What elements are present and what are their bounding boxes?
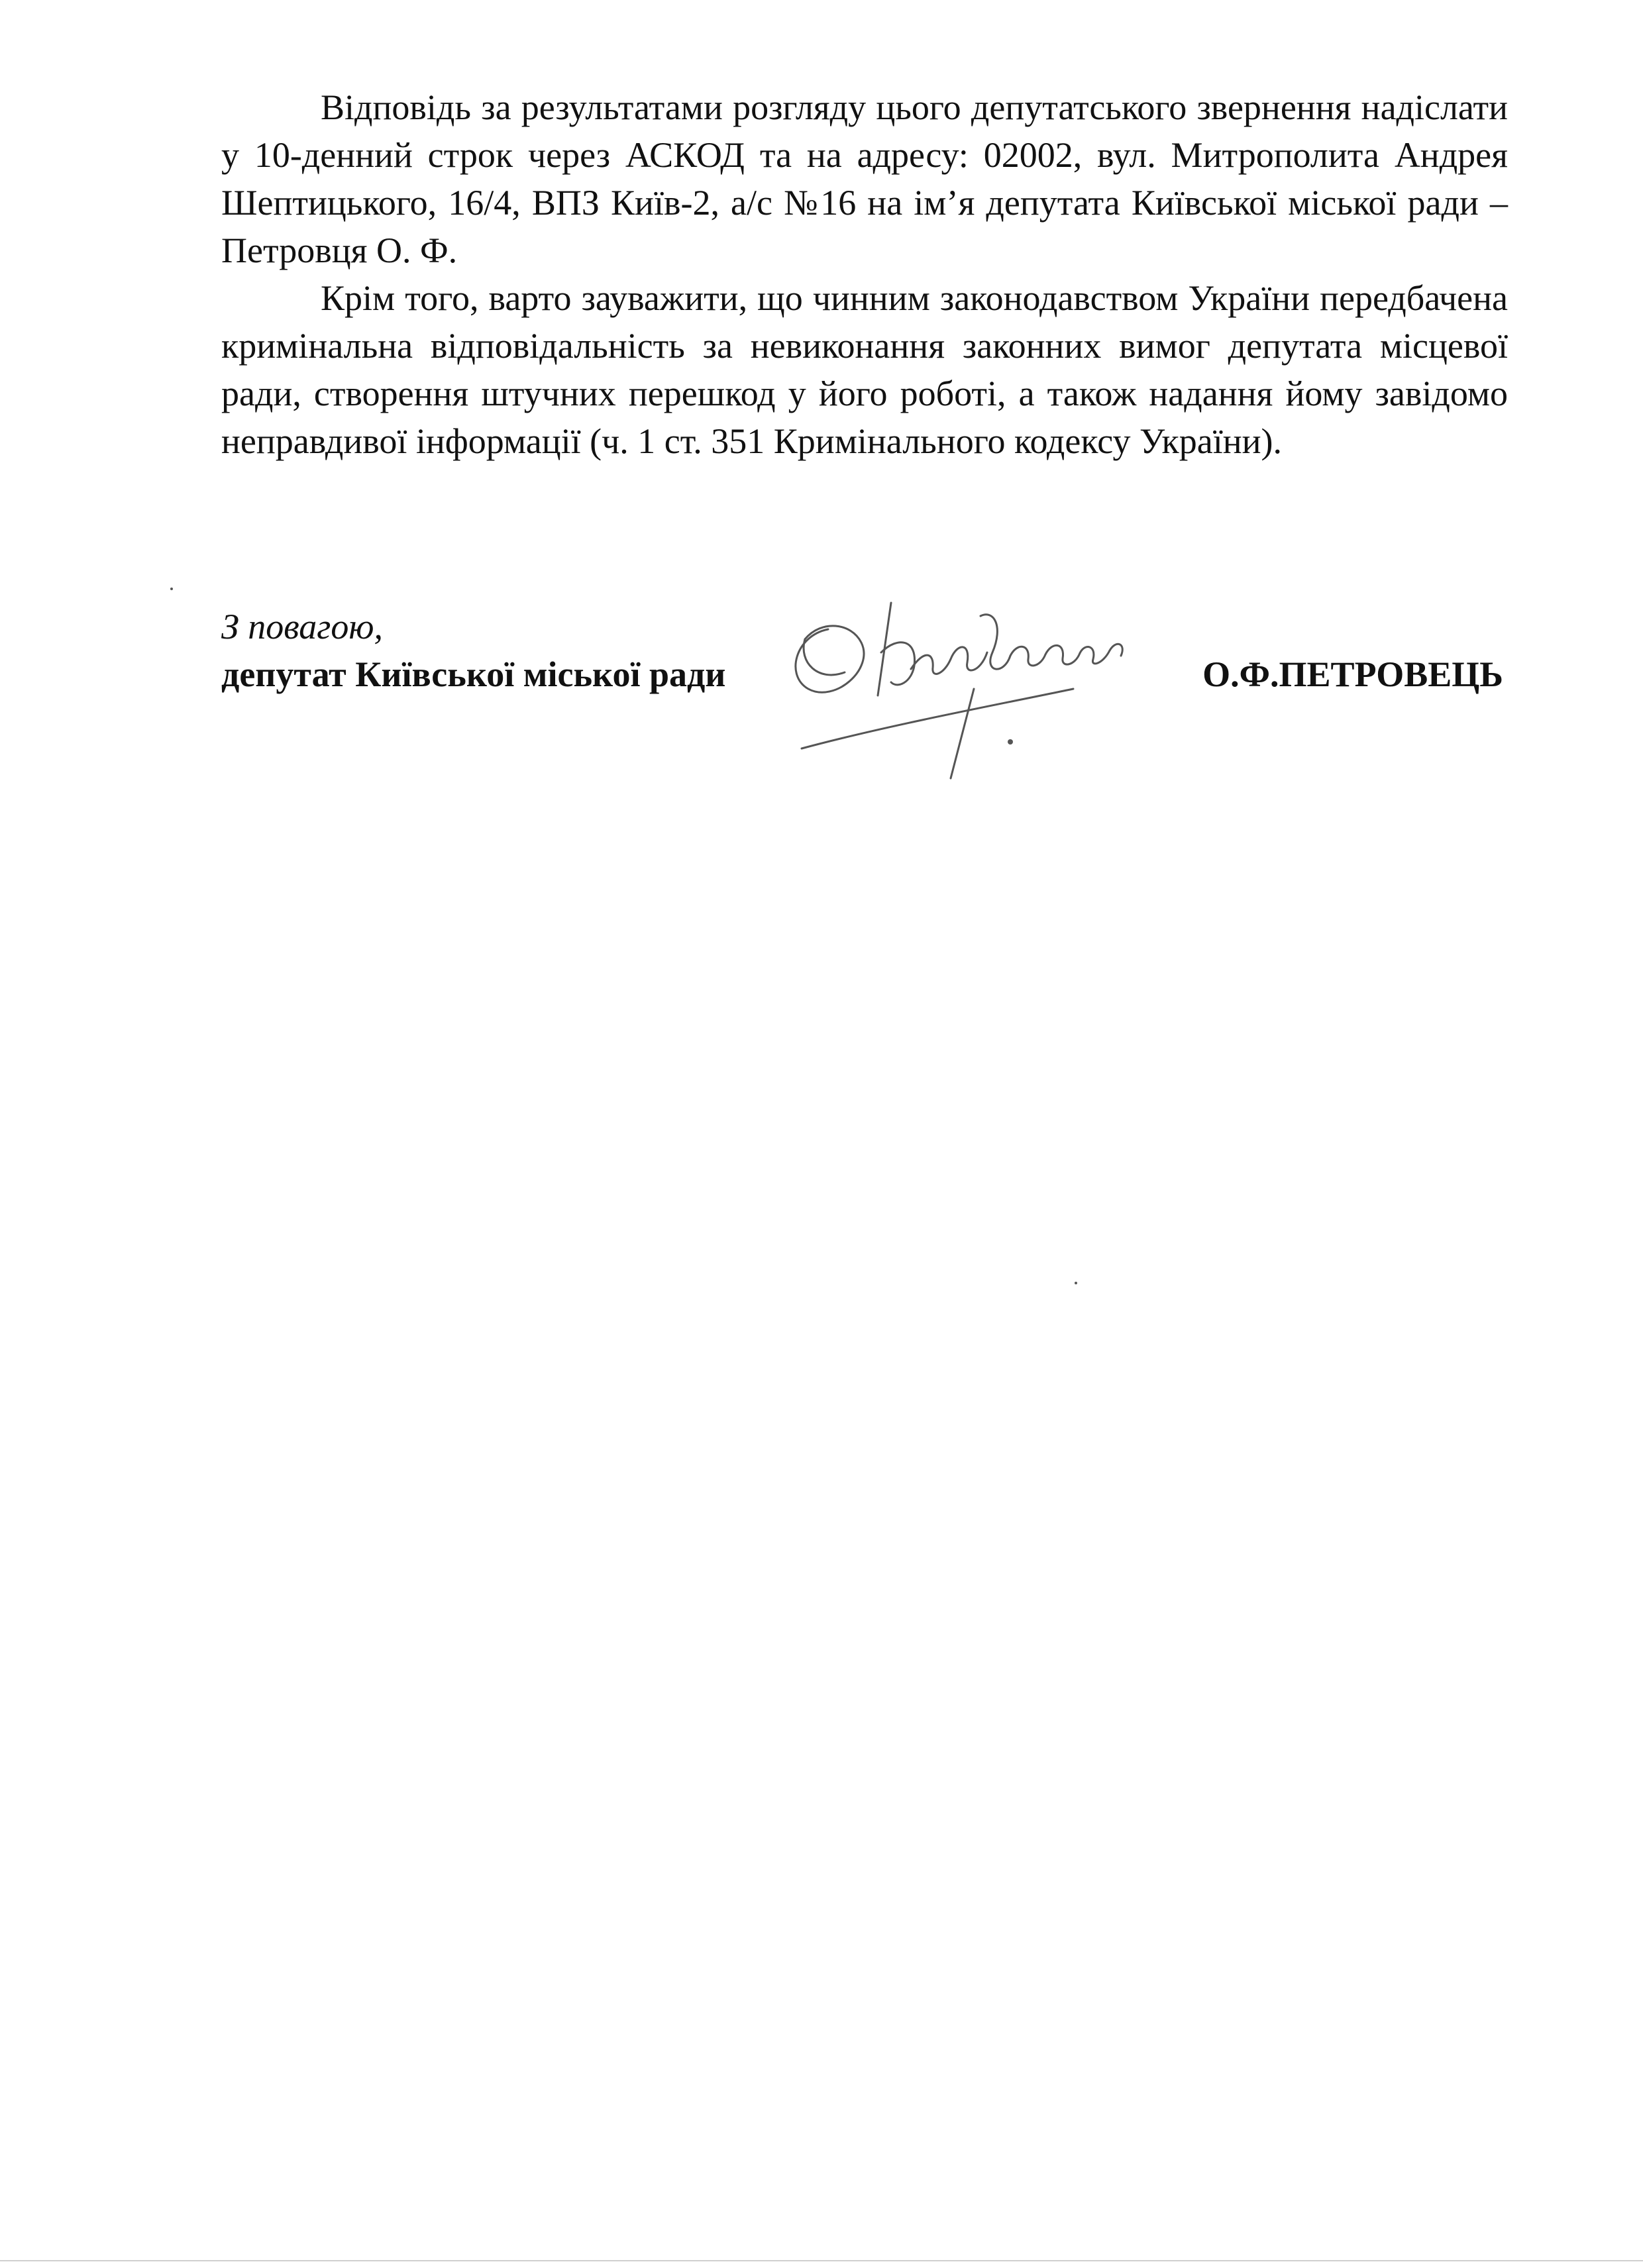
handwritten-signature: [782, 590, 1153, 782]
paragraph-response-address: Відповідь за результатами розгляду цього депутатського звернення надіслати у 10-денний строк через АСКОД та на адресу: 02002, вул. Митрополита Андрея Шептицького, 16/4, ВПЗ Київ-2, а/с №16 на ім’я депутата Київської міської ради – Петровця О. Ф.: [221, 87, 1508, 270]
page-edge-line: [0, 2260, 1643, 2261]
scan-speck: [170, 588, 173, 590]
signer-position: депутат Київської міської ради: [221, 654, 726, 694]
scan-speck: [1075, 1282, 1077, 1284]
signer-name: О.Ф.ПЕТРОВЕЦЬ: [1202, 654, 1503, 694]
paragraph-criminal-liability: Крім того, варто зауважити, що чинним законодавством України передбачена кримінальна відповідальність за невиконання законних вимог депутата місцевої ради, створення штучних перешкод у його роботі, а також надання йому завідомо неправдивої інформації (ч. 1 ст. 351 Кримінального кодексу України).: [221, 278, 1508, 461]
letter-body: [221, 83, 1508, 465]
closing-regards: З повагою,: [221, 607, 383, 646]
